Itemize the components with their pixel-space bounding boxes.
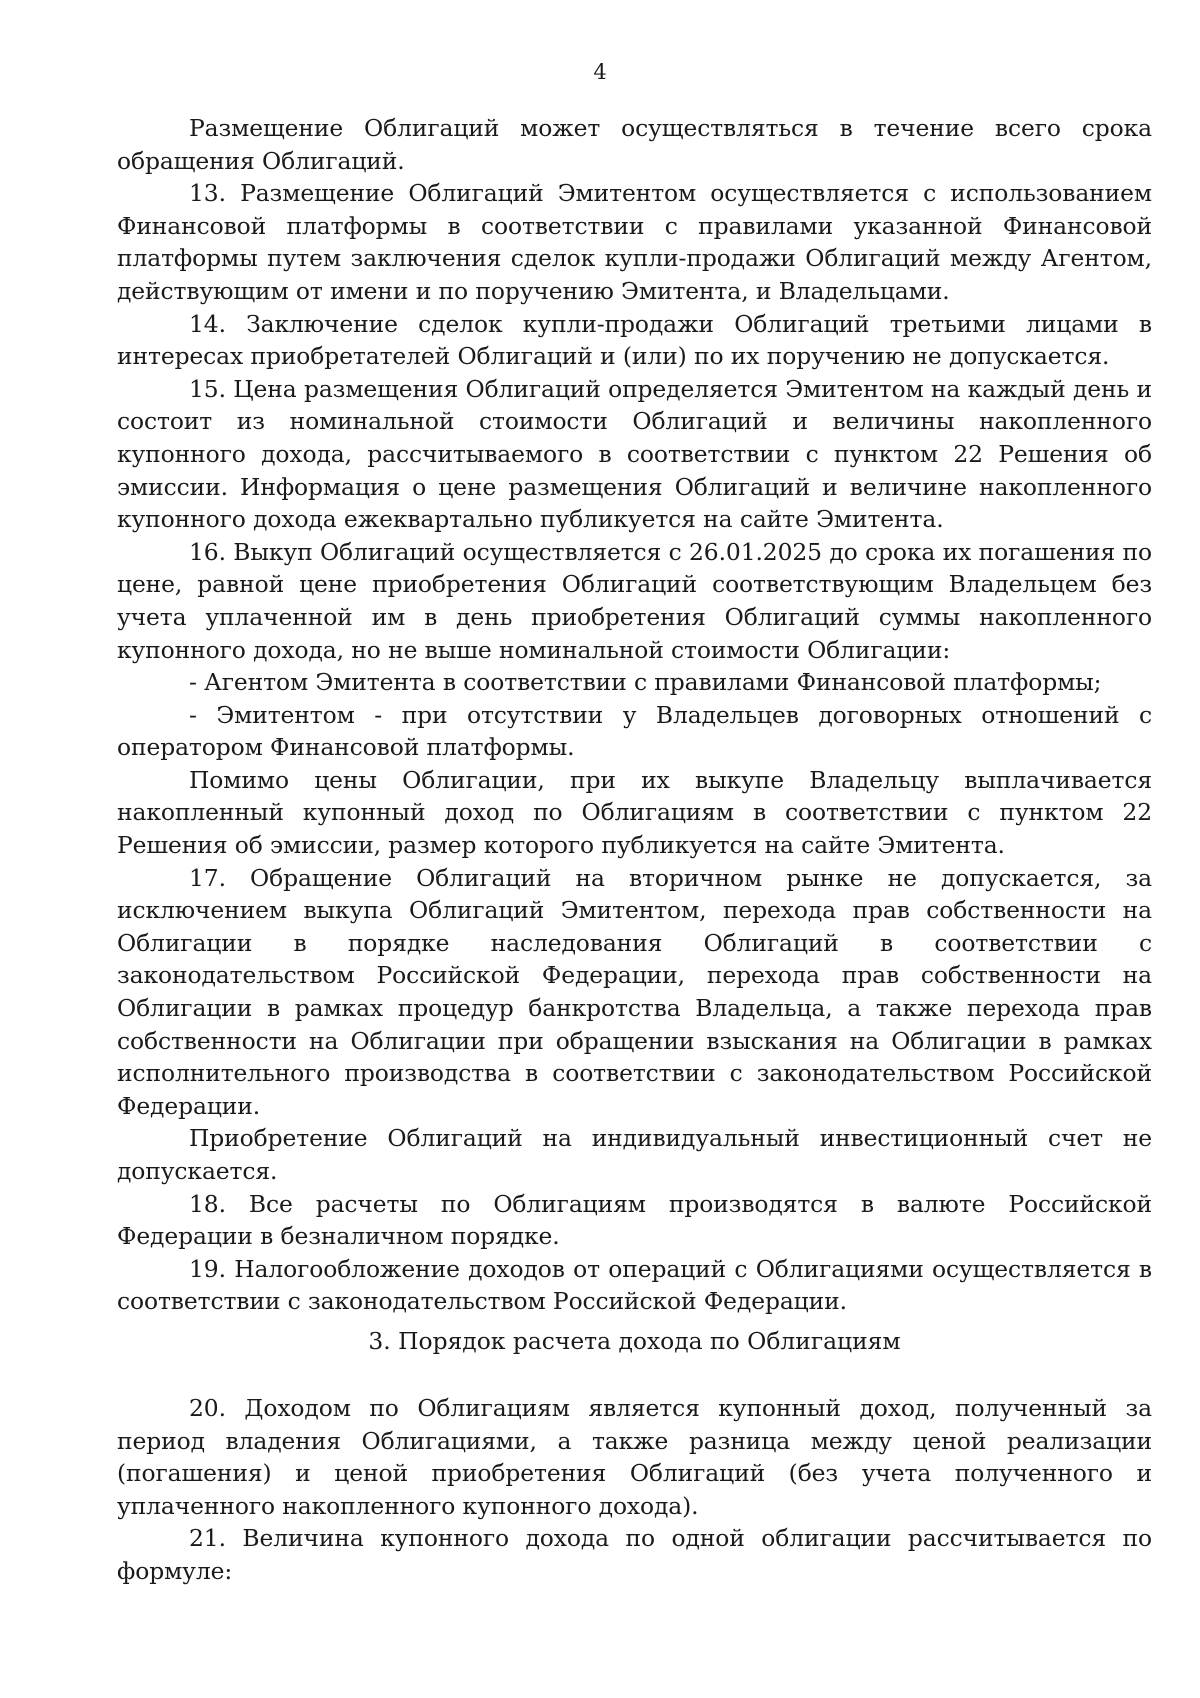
section-3-body: [117, 1392, 1152, 1588]
paragraph-iis: Приобретение Облигаций на индивидуальный инвестиционный счет не допускается.: [117, 1124, 1152, 1185]
section-2-body: [117, 112, 1152, 1318]
paragraph-placement-period: Размещение Облигаций может осуществляться в течение всего срока обращения Облигаций.: [117, 114, 1152, 175]
paragraph-17: 17. Обращение Облигаций на вторичном рынке не допускается, за исключением выкупа Облигаций Эмитентом, перехода прав собственности на Облигации в порядке наследования Облигаций в соответствии с законодательством Российской Федерации, перехода прав собственности на Облигации в рамках процедур банкротства Владельца, а также перехода прав собственности на Облигации при обращении взыскания на Облигации в рамках исполнительного производства в соответствии с законодательством Российской Федерации.: [117, 863, 1152, 1120]
paragraph-16-item-agent: - Агентом Эмитента в соответствии с правилами Финансовой платформы;: [189, 668, 1102, 697]
paragraph-16-item-issuer: - Эмитентом - при отсутствии у Владельцев договорных отношений с оператором Финансовой платформы.: [117, 700, 1152, 762]
paragraph-20: 20. Доходом по Облигациям является купонный доход, полученный за период владения Облигациями, а также разница между ценой реализации (погашения) и ценой приобретения Облигаций (без учета полученного и уплаченного накопленного купонного дохода).: [117, 1394, 1152, 1520]
paragraph-16: 16. Выкуп Облигаций осуществляется с 26.01.2025 до срока их погашения по цене, равной цене приобретения Облигаций соответствующим Владельцем без учета уплаченной им в день приобретения Облигаций суммы накопленного купонного дохода, но не выше номинальной стоимости Облигации:: [117, 537, 1152, 664]
paragraph-19: 19. Налогообложение доходов от операций с Облигациями осуществляется в соответствии с законодательством Российской Федерации.: [117, 1254, 1152, 1316]
section-3-heading: 3. Порядок расчета дохода по Облигациям: [368, 1327, 901, 1355]
paragraph-buyback-coupon: Помимо цены Облигации, при их выкупе Владельцу выплачивается накопленный купонный доход по Облигациям в соответствии с пунктом 22 Решения об эмиссии, размер которого публикуется на сайте Эмитента.: [117, 765, 1152, 860]
paragraph-18: 18. Все расчеты по Облигациям производятся в валюте Российской Федерации в безналичном порядке.: [117, 1189, 1152, 1251]
paragraph-13: 13. Размещение Облигаций Эмитентом осуществляется с использованием Финансовой платформы в соответствии с правилами указанной Финансовой платформы путем заключения сделок купли-продажи Облигаций между Агентом, действующим от имени и по поручению Эмитента, и Владельцами.: [117, 179, 1152, 305]
paragraph-21: 21. Величина купонного дохода по одной облигации рассчитывается по формуле:: [117, 1524, 1152, 1585]
page-number: 4: [593, 60, 607, 84]
paragraph-14: 14. Заключение сделок купли-продажи Облигаций третьими лицами в интересах приобретателей Облигаций и (или) по их поручению не допускается.: [117, 309, 1152, 371]
paragraph-15: 15. Цена размещения Облигаций определяется Эмитентом на каждый день и состоит из номинальной стоимости Облигаций и величины накопленного купонного дохода, рассчитываемого в соответствии с пунктом 22 Решения об эмиссии. Информация о цене размещения Облигаций и величине накопленного купонного дохода ежеквартально публикуется на сайте Эмитента.: [117, 374, 1153, 534]
